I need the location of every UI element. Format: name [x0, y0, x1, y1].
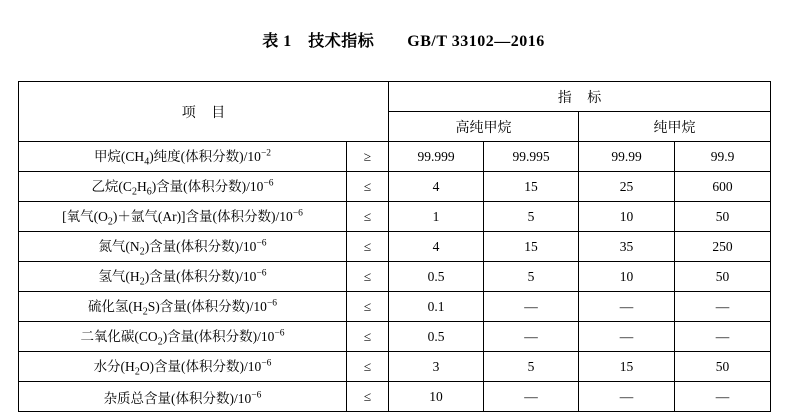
row-value-cell: —	[484, 382, 579, 412]
row-value-cell: —	[579, 382, 675, 412]
row-value-cell: 15	[484, 232, 579, 262]
row-comparison-symbol: ≤	[347, 292, 389, 322]
row-value-cell: —	[675, 382, 771, 412]
row-value-cell: 10	[579, 202, 675, 232]
spec-table	[18, 81, 771, 412]
row-value-cell: 50	[675, 202, 771, 232]
table-row	[19, 262, 771, 292]
row-item-label: 甲烷$(CH_4)$纯度(体积分数)$/10^{-2}$	[19, 142, 347, 172]
row-value-cell: 0.5	[389, 322, 484, 352]
row-value-cell: 4	[389, 172, 484, 202]
row-comparison-symbol: ≤	[347, 382, 389, 412]
table-row	[19, 292, 771, 322]
row-value-cell: 50	[675, 352, 771, 382]
table-row	[19, 382, 771, 412]
row-comparison-symbol: ≤	[347, 232, 389, 262]
header-item: 项 目	[19, 82, 389, 142]
table-row	[19, 172, 771, 202]
table-row	[19, 352, 771, 382]
row-value-cell: —	[484, 322, 579, 352]
row-comparison-symbol: ≤	[347, 322, 389, 352]
row-value-cell: 1	[389, 202, 484, 232]
header-col-high-purity-methane: 高纯甲烷	[389, 112, 579, 142]
row-comparison-symbol: ≤	[347, 202, 389, 232]
row-value-cell: 35	[579, 232, 675, 262]
row-value-cell: —	[579, 322, 675, 352]
row-value-cell: —	[675, 292, 771, 322]
row-value-cell: —	[579, 292, 675, 322]
row-item-label: 氮气$(N_2)$含量(体积分数)$/10^{-6}$	[19, 232, 347, 262]
table-row	[19, 232, 771, 262]
row-value-cell: 4	[389, 232, 484, 262]
row-value-cell: 99.995	[484, 142, 579, 172]
row-value-cell: 25	[579, 172, 675, 202]
row-item-label: [氧气$(O_2)+$氩气(Ar)]含量(体积分数)$/10^{-6}$	[19, 202, 347, 232]
row-item-label: 杂质总含量(体积分数)$/10^{-6}$	[19, 382, 347, 412]
row-value-cell: 5	[484, 202, 579, 232]
row-value-cell: 99.99	[579, 142, 675, 172]
row-item-label: 硫化氢$(H_2S)$含量(体积分数)$/10^{-6}$	[19, 292, 347, 322]
row-item-label: 二氧化碳$(CO_2)$含量(体积分数)$/10^{-6}$	[19, 322, 347, 352]
row-value-cell: 5	[484, 262, 579, 292]
table-row	[19, 322, 771, 352]
row-value-cell: 10	[389, 382, 484, 412]
row-item-label: 乙烷$(C_2H_6)$含量(体积分数)$/10^{-6}$	[19, 172, 347, 202]
row-value-cell: 0.1	[389, 292, 484, 322]
row-value-cell: 99.999	[389, 142, 484, 172]
row-value-cell: 10	[579, 262, 675, 292]
row-comparison-symbol: ≤	[347, 172, 389, 202]
row-value-cell: 5	[484, 352, 579, 382]
row-value-cell: 250	[675, 232, 771, 262]
row-value-cell: 0.5	[389, 262, 484, 292]
header-index: 指 标	[389, 82, 771, 112]
table-row	[19, 142, 771, 172]
row-value-cell: 50	[675, 262, 771, 292]
table-row	[19, 202, 771, 232]
table-header-row-top	[19, 82, 771, 112]
row-value-cell: 15	[484, 172, 579, 202]
table-head	[19, 82, 771, 142]
row-value-cell: 99.9	[675, 142, 771, 172]
caption-text: 表 1 技术指标 GB/T 33102—2016	[262, 33, 545, 50]
row-comparison-symbol: ≤	[347, 262, 389, 292]
row-value-cell: —	[675, 322, 771, 352]
table-caption	[0, 0, 789, 81]
header-col-pure-methane: 纯甲烷	[579, 112, 771, 142]
row-value-cell: —	[484, 292, 579, 322]
row-comparison-symbol: ≤	[347, 352, 389, 382]
row-item-label: 氢气$(H_2)$含量(体积分数)$/10^{-6}$	[19, 262, 347, 292]
table-body	[19, 142, 771, 412]
row-comparison-symbol: ≥	[347, 142, 389, 172]
row-value-cell: 15	[579, 352, 675, 382]
row-value-cell: 3	[389, 352, 484, 382]
row-item-label: 水分$(H_2O)$含量(体积分数)$/10^{-6}$	[19, 352, 347, 382]
row-value-cell: 600	[675, 172, 771, 202]
